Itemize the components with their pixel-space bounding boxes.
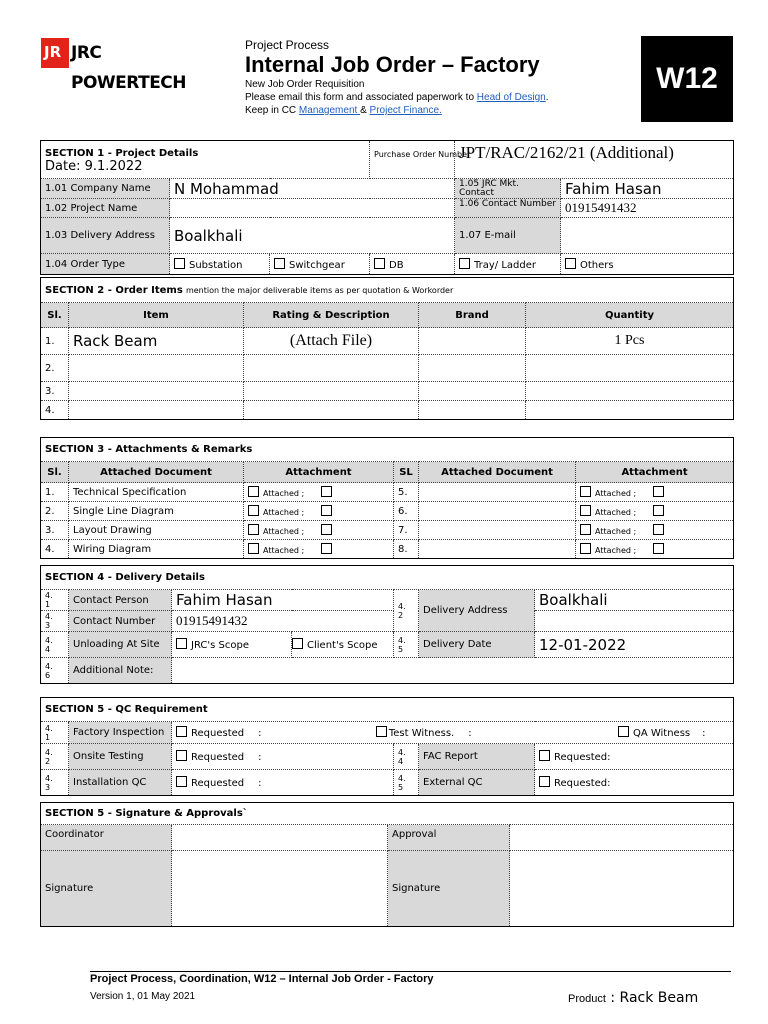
logo-mark-text: JR [44, 43, 62, 61]
company-logo [41, 38, 218, 93]
attached-label: Attached ; [595, 488, 637, 498]
attached-label: Attached ; [263, 488, 305, 498]
cc-prefix: Keep in CC [245, 105, 299, 116]
table-row [41, 355, 734, 382]
row-item[interactable] [69, 382, 244, 401]
po-label-cell [370, 141, 471, 179]
row-doc2[interactable] [419, 502, 576, 521]
row-number: 4. 5 [394, 632, 419, 658]
row-number: 4. 1 [41, 722, 69, 744]
approval-signature-label: Signature [388, 851, 510, 927]
col-sl-header: Sl. [41, 303, 69, 328]
checkbox-icon[interactable] [580, 486, 591, 497]
approval-label: Approval [388, 825, 510, 851]
email-prefix: Please email this form and associated paperwork to [245, 92, 477, 103]
col-sl-header: Sl. [41, 462, 69, 483]
row-qty[interactable] [526, 382, 734, 401]
checkbox-icon[interactable] [459, 258, 470, 269]
colon: : [468, 728, 472, 739]
checkbox-icon[interactable] [274, 258, 285, 269]
coordinator-signature-value[interactable] [172, 851, 388, 927]
row-sl: 3. [41, 521, 69, 540]
col-quantity-header: Quantity [526, 303, 734, 328]
row-brand[interactable] [419, 355, 526, 382]
product-value: : Rack Beam [610, 990, 699, 1006]
checkbox-icon[interactable] [374, 258, 385, 269]
onsite-testing-option[interactable] [172, 744, 394, 770]
section4-title: SECTION 4 - Delivery Details [41, 566, 734, 590]
approval-signature-value[interactable] [510, 851, 734, 927]
fac-report-option[interactable] [535, 744, 734, 770]
order-type-db[interactable] [370, 254, 455, 275]
checkbox-icon[interactable] [176, 726, 187, 737]
checkbox-icon[interactable] [580, 543, 591, 554]
section3-table [40, 437, 734, 559]
checkbox-icon[interactable] [248, 505, 259, 516]
table-row [41, 401, 734, 420]
additional-note-value[interactable] [172, 658, 734, 684]
row-doc: Layout Drawing [69, 521, 244, 540]
cc-amp: & [360, 105, 370, 116]
contact-number-label: Contact Number [69, 611, 172, 632]
section1-table [40, 140, 734, 275]
order-date: Date: 9.1.2022 [45, 159, 143, 174]
row-brand[interactable] [419, 328, 526, 355]
checkbox-icon[interactable] [174, 258, 185, 269]
row-doc2[interactable] [419, 540, 576, 559]
col-attachment2-header: Attachment [576, 462, 734, 483]
po-number-value[interactable]: JPT/RAC/2162/21 (Additional) [455, 141, 734, 179]
row-doc: Single Line Diagram [69, 502, 244, 521]
attached-label: Attached ; [263, 507, 305, 517]
email-suffix: . [545, 92, 549, 103]
colon: : [702, 728, 706, 739]
attached-label: Attached ; [263, 545, 305, 555]
attached-label: Attached ; [263, 526, 305, 536]
switchgear-label: Switchgear [289, 259, 345, 271]
col-brand-header: Brand [419, 303, 526, 328]
row-number: 4. 4 [41, 632, 69, 658]
checkbox-icon[interactable] [376, 726, 387, 737]
document-title: Internal Job Order – Factory [245, 52, 540, 77]
contact-person-value[interactable]: Fahim Hasan [172, 590, 394, 611]
jrc-mkt-contact-value[interactable]: Fahim Hasan [561, 179, 734, 199]
row-sl: 1. [41, 328, 69, 355]
tray-ladder-label: Tray/ Ladder [474, 259, 537, 271]
row-qty[interactable] [526, 355, 734, 382]
row-sl: 2. [41, 502, 69, 521]
checkbox-icon[interactable] [539, 750, 550, 761]
checkbox-icon[interactable] [565, 258, 576, 269]
approval-value[interactable] [510, 825, 734, 851]
attached-label: Attached ; [595, 545, 637, 555]
checkbox-icon[interactable] [321, 543, 332, 554]
table-row [41, 540, 734, 559]
attachment-cell[interactable] [576, 502, 734, 521]
checkbox-icon[interactable] [618, 726, 629, 737]
row-sl: 2. [41, 355, 69, 382]
attachment-cell[interactable] [576, 483, 734, 502]
attachment-cell[interactable] [244, 540, 394, 559]
attachment-cell[interactable] [244, 521, 394, 540]
checkbox-icon[interactable] [248, 543, 259, 554]
checkbox-icon[interactable] [580, 505, 591, 516]
coordinator-value[interactable] [172, 825, 388, 851]
section5-signature-table [40, 802, 734, 927]
attachment-cell[interactable] [244, 502, 394, 521]
jrc-scope-option[interactable] [172, 632, 292, 658]
footer-title: Project Process, Coordination, W12 – Internal Job Order - Factory [90, 973, 434, 985]
table-row [41, 328, 734, 355]
process-label: Project Process [245, 38, 330, 52]
attached-label: Attached ; [595, 526, 637, 536]
section5-qc-title: SECTION 5 - QC Requirement [41, 698, 734, 722]
checkbox-icon[interactable] [539, 776, 550, 787]
section2-note: mention the major deliverable items as per quotation & Workorder [185, 285, 454, 295]
form-code-badge: W12 [641, 36, 733, 122]
substation-label: Substation [189, 259, 243, 271]
section5-signature-title: SECTION 5 - Signature & Approvals` [41, 803, 734, 825]
order-type-tray[interactable] [455, 254, 561, 275]
delivery-address-label: 1.03 Delivery Address [41, 218, 170, 254]
row-number: 4. 5 [394, 770, 419, 796]
attachment-cell[interactable] [244, 483, 394, 502]
section4-table [40, 565, 734, 684]
company-name-label: 1.01 Company Name [41, 179, 170, 199]
jrc-scope-label: JRC's Scope [191, 640, 249, 651]
unloading-label: Unloading At Site [69, 632, 172, 658]
contact-number-value[interactable]: 01915491432 [172, 611, 394, 632]
row-qty[interactable]: 1 Pcs [526, 328, 734, 355]
email-value[interactable] [561, 218, 734, 254]
row-desc[interactable] [244, 401, 419, 420]
order-type-label: 1.04 Order Type [41, 254, 170, 275]
col-item-header: Item [69, 303, 244, 328]
client-scope-option[interactable] [292, 632, 394, 658]
order-type-others[interactable] [561, 254, 734, 275]
delivery-address-line2[interactable] [535, 611, 734, 632]
colon: : [258, 752, 262, 763]
row-number: 4. 3 [41, 770, 69, 796]
row-sl: 3. [41, 382, 69, 401]
contact-number-label: 1.06 Contact Number [455, 199, 561, 218]
section2-title: SECTION 2 - Order Items [45, 284, 183, 296]
requested-label: Requested [191, 778, 245, 789]
factory-inspection-label: Factory Inspection [69, 722, 172, 744]
qa-witness-label: QA Witness [632, 728, 691, 739]
factory-inspection-options [172, 722, 734, 744]
delivery-address-label: Delivery Address [419, 590, 535, 632]
checkbox-icon[interactable] [653, 543, 664, 554]
email-instruction [245, 91, 549, 104]
checkbox-icon[interactable] [176, 750, 187, 761]
row-sl2: 6. [394, 502, 419, 521]
client-scope-label: Client's Scope [307, 640, 378, 651]
checkbox-icon[interactable] [248, 486, 259, 497]
col-rating-header: Rating & Description [244, 303, 419, 328]
others-label: Others [580, 259, 614, 271]
coordinator-label: Coordinator [41, 825, 172, 851]
delivery-address-value[interactable]: Boalkhali [535, 590, 734, 611]
footer-divider [90, 971, 731, 972]
row-qty[interactable] [526, 401, 734, 420]
order-type-switchgear[interactable] [270, 254, 370, 275]
checkbox-icon[interactable] [176, 776, 187, 787]
row-desc[interactable]: (Attach File) [244, 328, 419, 355]
additional-note-label: Additional Note: [69, 658, 172, 684]
row-number: 4. 2 [41, 744, 69, 770]
project-name-value[interactable] [170, 199, 455, 218]
row-sl2: 8. [394, 540, 419, 559]
requested-label: Requested [191, 728, 245, 739]
row-number: 4. 6 [41, 658, 69, 684]
contact-number-value[interactable]: 01915491432 [561, 199, 734, 218]
row-brand[interactable] [419, 382, 526, 401]
delivery-address-value[interactable]: Boalkhali [170, 218, 455, 254]
cc-instruction [245, 104, 549, 117]
logo-text: JRC POWERTECH [71, 38, 218, 68]
row-doc: Wiring Diagram [69, 540, 244, 559]
head-of-design-link[interactable]: Head of Design [476, 92, 546, 103]
fac-report-label: FAC Report [419, 744, 535, 770]
checkbox-icon[interactable] [248, 524, 259, 535]
section2-table [40, 277, 734, 420]
col-attached-doc-header: Attached Document [69, 462, 244, 483]
section1-title: SECTION 1 - Project Details [45, 148, 199, 159]
requested-label: Requested: [554, 752, 611, 763]
installation-qc-option[interactable] [172, 770, 394, 796]
project-name-label: 1.02 Project Name [41, 199, 170, 218]
delivery-date-value[interactable]: 12-01-2022 [535, 632, 734, 658]
checkbox-icon[interactable] [580, 524, 591, 535]
requested-label: Requested: [554, 778, 611, 789]
row-item[interactable] [69, 401, 244, 420]
row-number: 4. 3 [41, 611, 69, 632]
row-doc2[interactable] [419, 521, 576, 540]
email-label: 1.07 E-mail [455, 218, 561, 254]
contact-person-label: Contact Person [69, 590, 172, 611]
section2-heading [41, 278, 734, 303]
row-desc[interactable] [244, 382, 419, 401]
checkbox-icon[interactable] [321, 524, 332, 535]
installation-qc-label: Installation QC [69, 770, 172, 796]
row-doc: Technical Specification [69, 483, 244, 502]
requested-label: Requested [191, 752, 245, 763]
checkbox-icon[interactable] [176, 638, 187, 649]
checkbox-icon[interactable] [321, 486, 332, 497]
external-qc-label: External QC [419, 770, 535, 796]
row-sl: 1. [41, 483, 69, 502]
row-item[interactable] [69, 355, 244, 382]
company-name-value[interactable]: N Mohammad [170, 179, 455, 199]
row-number: 4. 4 [394, 744, 419, 770]
jrc-mkt-contact-label: 1.05 JRC Mkt. Contact [455, 179, 561, 199]
row-number: 4. 1 [41, 590, 69, 611]
management-link[interactable]: Management [298, 105, 361, 116]
table-row [41, 483, 734, 502]
db-label: DB [389, 259, 404, 271]
test-witness-label: Test Witness. [388, 728, 455, 739]
col-sl2-header: SL [394, 462, 419, 483]
po-label: Purchase Order Number [374, 150, 471, 159]
row-number: 4. 2 [394, 590, 419, 632]
section5-qc-table [40, 697, 734, 796]
attached-label: Attached ; [595, 507, 637, 517]
logo-mark [41, 38, 69, 68]
checkbox-icon[interactable] [653, 486, 664, 497]
document-subtitle: New Job Order Requisition [245, 79, 365, 90]
document-header [245, 38, 549, 117]
attachment-cell[interactable] [576, 521, 734, 540]
row-sl: 4. [41, 401, 69, 420]
colon: : [258, 728, 262, 739]
delivery-date-label: Delivery Date [419, 632, 535, 658]
checkbox-icon[interactable] [653, 524, 664, 535]
row-doc2[interactable] [419, 483, 576, 502]
external-qc-option[interactable] [535, 770, 734, 796]
col-attachment-header: Attachment [244, 462, 394, 483]
project-finance-link[interactable]: Project Finance. [369, 105, 442, 116]
onsite-testing-label: Onsite Testing [69, 744, 172, 770]
table-row [41, 502, 734, 521]
row-item[interactable]: Rack Beam [69, 328, 244, 355]
col-attached-doc2-header: Attached Document [419, 462, 576, 483]
row-brand[interactable] [419, 401, 526, 420]
section1-heading [41, 141, 370, 179]
table-row [41, 521, 734, 540]
colon: : [258, 778, 262, 789]
footer-product [568, 989, 698, 1007]
attachment-cell[interactable] [576, 540, 734, 559]
row-sl2: 5. [394, 483, 419, 502]
coordinator-signature-label: Signature [41, 851, 172, 927]
checkbox-icon[interactable] [292, 638, 303, 649]
footer-version: Version 1, 01 May 2021 [90, 991, 196, 1002]
row-sl: 4. [41, 540, 69, 559]
product-label: Product [568, 993, 606, 1005]
checkbox-icon[interactable] [653, 505, 664, 516]
order-type-substation[interactable] [170, 254, 270, 275]
section3-title: SECTION 3 - Attachments & Remarks [41, 438, 734, 462]
table-row [41, 382, 734, 401]
row-desc[interactable] [244, 355, 419, 382]
checkbox-icon[interactable] [321, 505, 332, 516]
row-sl2: 7. [394, 521, 419, 540]
